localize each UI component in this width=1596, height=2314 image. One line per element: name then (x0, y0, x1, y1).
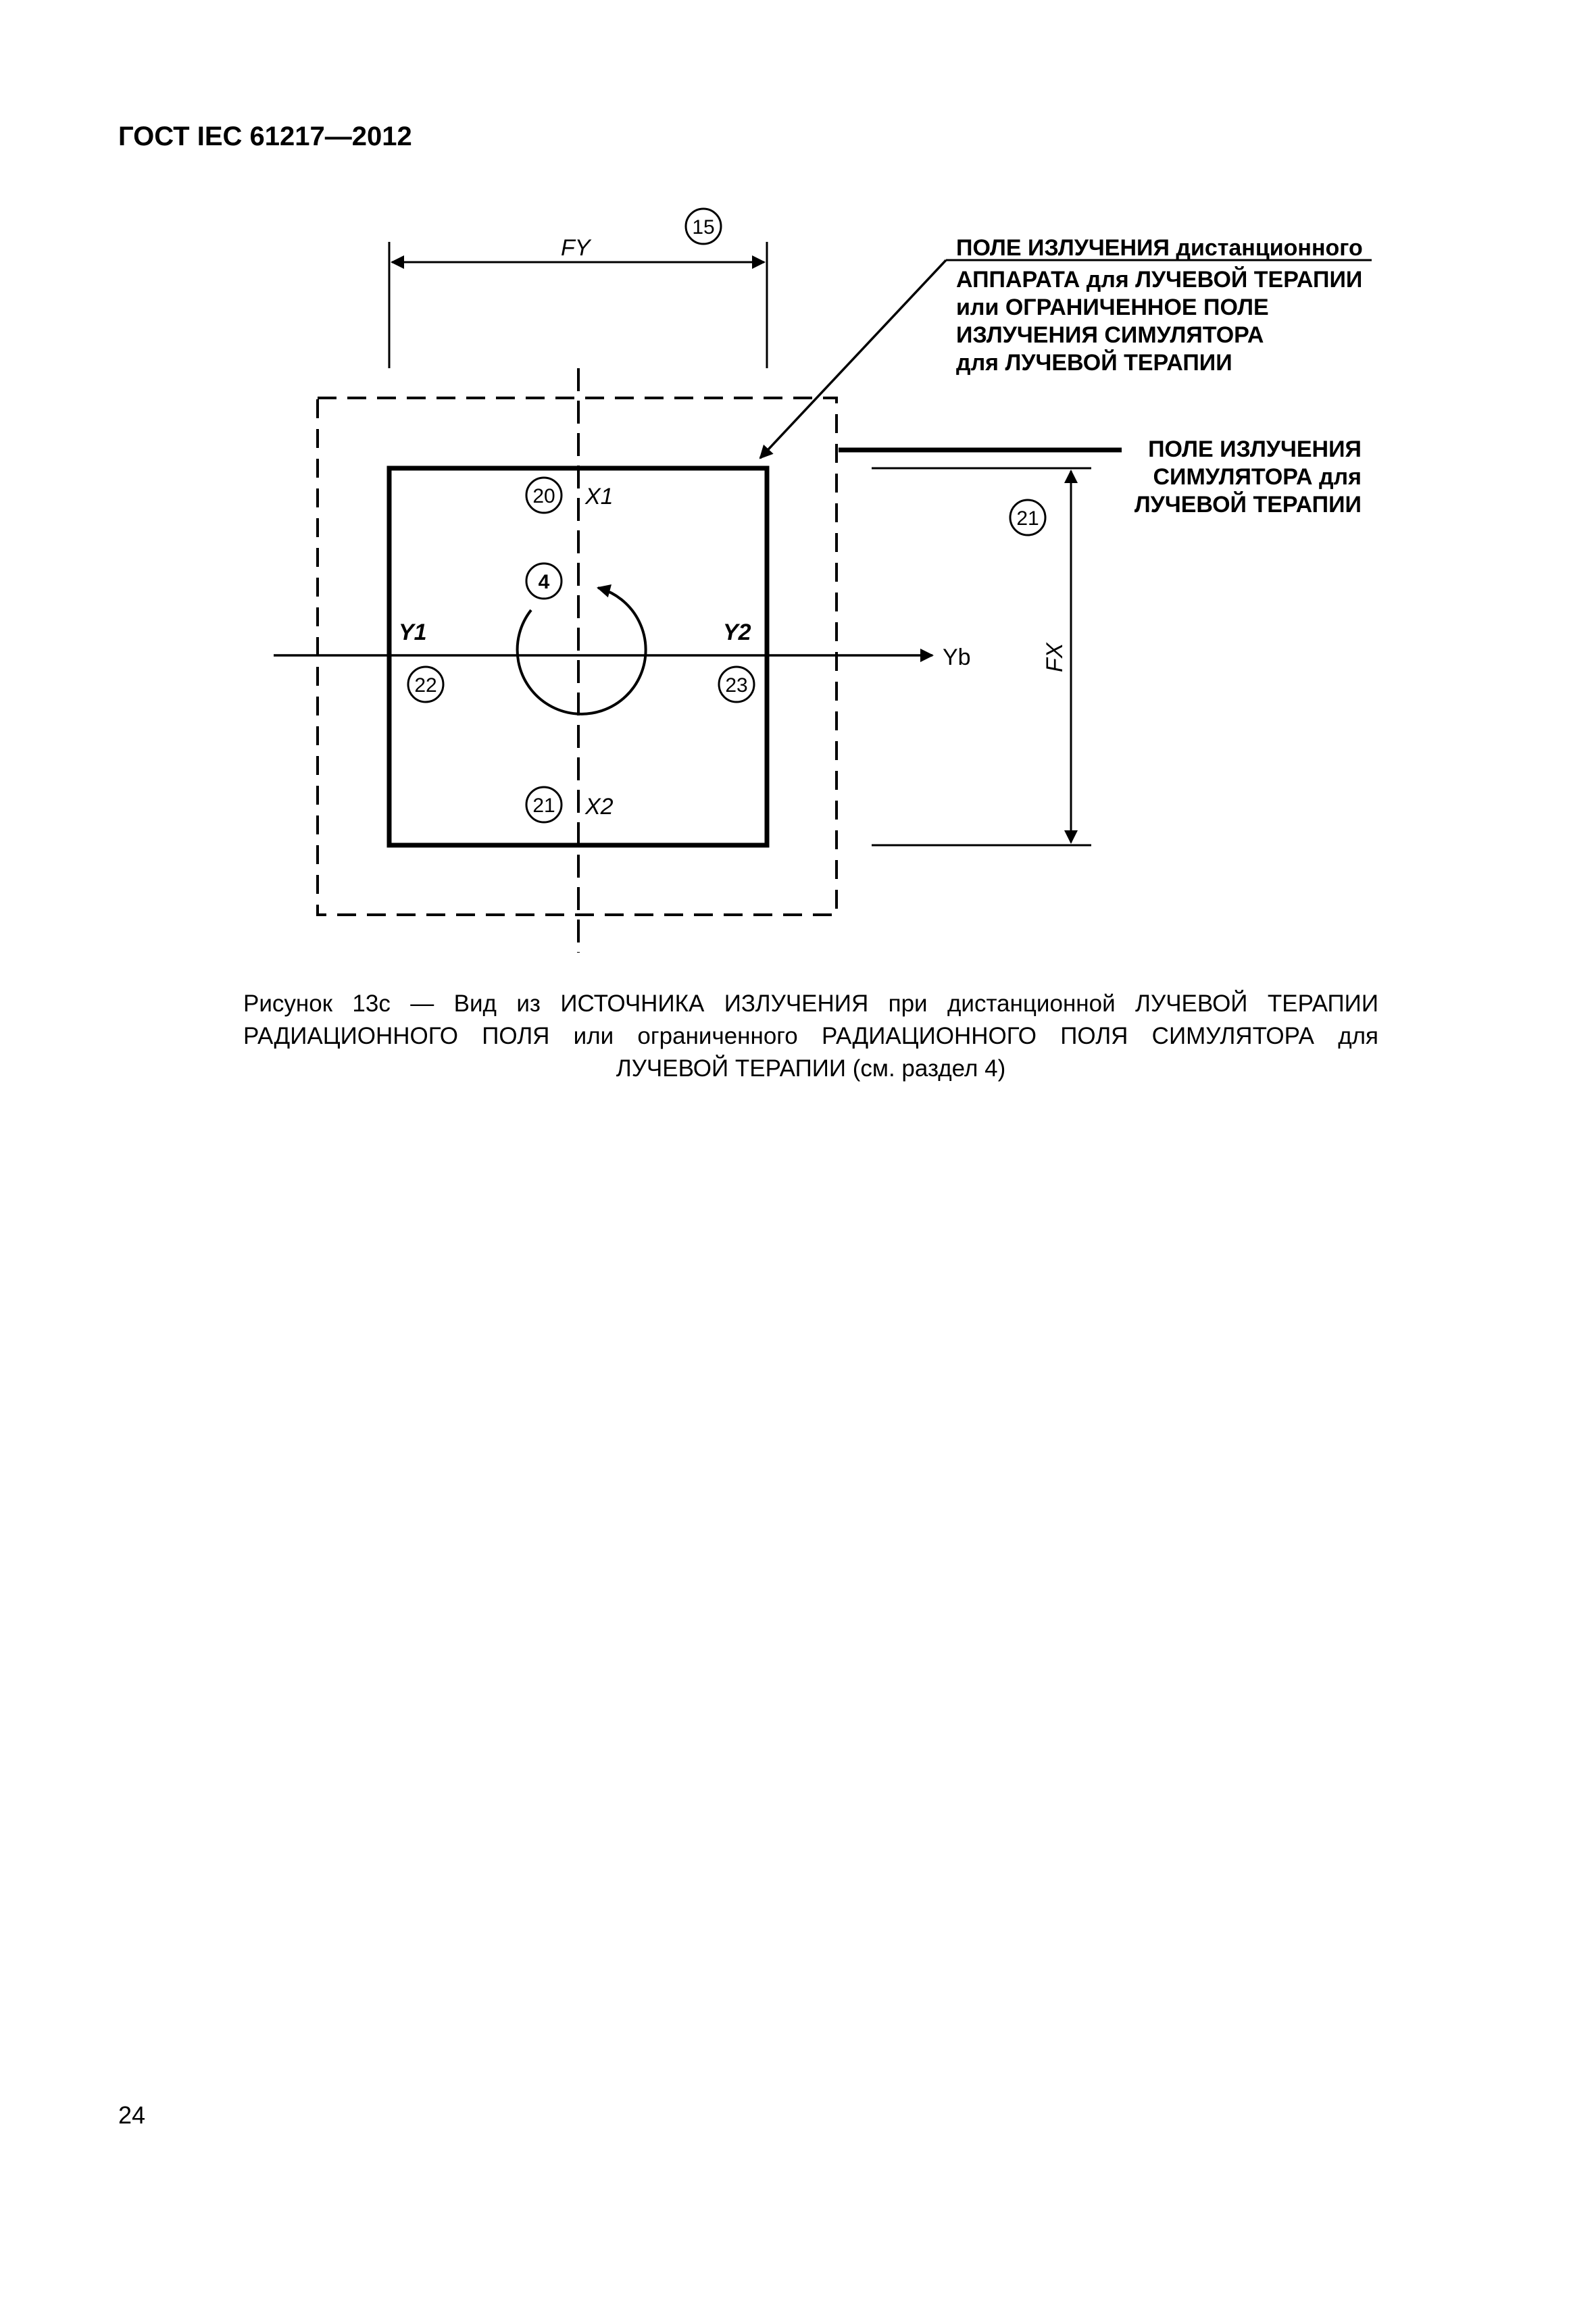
callout-21-bottom: 21 (532, 795, 555, 817)
callout-22: 22 (414, 674, 437, 697)
top-label-line-5: для ЛУЧЕВОЙ ТЕРАПИИ (956, 350, 1232, 376)
top-label-line-3: или ОГРАНИЧЕННОЕ ПОЛЕ (956, 295, 1269, 320)
caption-line-1: Рисунок 13с — Вид из ИСТОЧНИКА ИЗЛУЧЕНИЯ при дистанционной ЛУЧЕВОЙ ТЕРАПИИ (243, 990, 1378, 1017)
yb-axis-label: Yb (943, 645, 971, 670)
top-label-line-1: ПОЛЕ ИЗЛУЧЕНИЯ дистанционного (956, 235, 1363, 261)
fy-label: FY (561, 235, 591, 261)
callout-4: 4 (538, 571, 550, 593)
inner-radiation-field (389, 468, 767, 845)
y2-label: Y2 (723, 620, 751, 645)
callout-21-right: 21 (1016, 507, 1039, 530)
x1-label: X1 (585, 484, 614, 509)
rotation-arrow (518, 588, 646, 714)
callout-23: 23 (725, 674, 748, 697)
top-label-line-2: АППАРАТА для ЛУЧЕВОЙ ТЕРАПИИ (956, 267, 1363, 293)
callout-20: 20 (532, 485, 555, 507)
callout-15: 15 (692, 216, 715, 238)
caption-line-2: РАДИАЦИОННОГО ПОЛЯ или ограниченного РАДИАЦИОННОГО ПОЛЯ СИМУЛЯТОРА для (243, 1023, 1378, 1049)
fx-label: FX (1042, 643, 1068, 672)
right-label-line-1: ПОЛЕ ИЗЛУЧЕНИЯ (1148, 436, 1362, 462)
radiation-field-diagram (0, 0, 1596, 986)
y1-label: Y1 (399, 620, 427, 645)
caption-line-3: ЛУЧЕВОЙ ТЕРАПИИ (см. раздел 4) (616, 1055, 1006, 1082)
top-label-line-4: ИЗЛУЧЕНИЯ СИМУЛЯТОРА (956, 322, 1264, 348)
x2-label: X2 (585, 794, 614, 820)
right-label-line-3: ЛУЧЕВОЙ ТЕРАПИИ (1134, 492, 1362, 518)
top-label-leader (760, 260, 946, 458)
figure-caption (243, 988, 1378, 1085)
page-number: 24 (118, 2101, 146, 2129)
document-header: ГОСТ IEC 61217—2012 (118, 122, 412, 151)
right-label-line-2: СИМУЛЯТОРА для (1153, 464, 1362, 490)
